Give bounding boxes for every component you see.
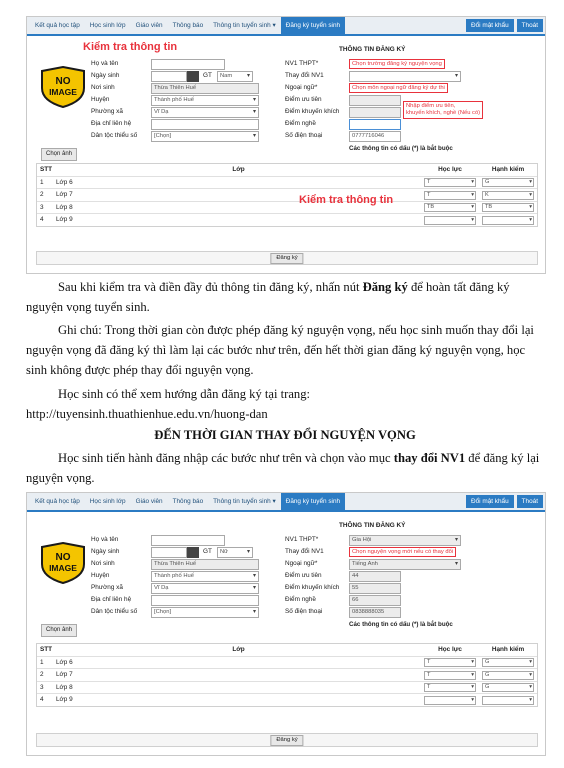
label-dan-toc: Dân tộc thiểu số — [91, 608, 138, 615]
nav-thong-bao[interactable]: Thông báo — [172, 22, 204, 29]
ward-select[interactable]: Vĩ Dạ ▾ — [151, 107, 259, 118]
hanh-kiem-select[interactable] — [482, 696, 534, 705]
table-row — [37, 213, 537, 226]
nav-hoc-sinh-lop[interactable]: Học sinh lớp — [89, 498, 126, 505]
hanh-kiem-select[interactable]: G ▾ — [482, 671, 534, 680]
hoc-luc-select[interactable] — [424, 216, 476, 225]
logout-button[interactable]: Thoát — [517, 19, 543, 32]
hanh-kiem-select[interactable] — [482, 216, 534, 225]
table-row — [37, 681, 537, 694]
nav-giao-vien[interactable]: Giáo viên — [135, 498, 163, 505]
calendar-icon[interactable] — [187, 71, 199, 82]
hanh-kiem-select[interactable]: G ▾ — [482, 178, 534, 187]
row-stt: 4 — [40, 216, 44, 224]
row-lop: Lớp 8 — [56, 683, 73, 691]
register-button[interactable]: Đăng ký — [270, 253, 303, 264]
hoc-luc-select[interactable]: T ▾ — [424, 178, 476, 187]
table-row — [37, 188, 537, 201]
label-ngoai-ngu: Ngoại ngữ* — [285, 560, 318, 567]
label-noi-sinh: Nơi sinh — [91, 560, 115, 567]
label-so-dien-thoai: Số điện thoại — [285, 608, 323, 615]
form-title: THÔNG TIN ĐĂNG KÝ — [339, 522, 406, 529]
nav-thong-tin-tuyen-sinh[interactable]: Thông tin tuyển sinh ▾ — [213, 498, 276, 505]
label-diem-nghe: Điểm nghề — [285, 120, 316, 127]
label-diem-uu-tien: Điểm ưu tiên — [285, 96, 322, 103]
label-diem-khuyen-khich: Điểm khuyến khích — [285, 584, 340, 591]
row-stt: 3 — [40, 203, 44, 211]
label-diem-uu-tien: Điểm ưu tiên — [285, 572, 322, 579]
label-diem-khuyen-khich: Điểm khuyến khích — [285, 108, 340, 115]
paragraph-note: Ghi chú: Trong thời gian còn được phép đăng ký nguyện vọng, nếu học sinh muốn thay đổi lại nguyện vọng đã đăng ký thì làm lại các bước như trên, đến hết thời gian đăng ký nguyện vọng, học sinh không được phép thay đổi nguyện vọng. — [26, 323, 534, 377]
table-header — [37, 164, 537, 176]
vocational-score-field[interactable] — [349, 119, 401, 130]
district-select[interactable]: Thành phố Huế ▾ — [151, 571, 259, 582]
photo-line1: NO — [55, 76, 71, 87]
label-ho-ten: Họ và tên — [91, 60, 119, 67]
row-lop: Lớp 9 — [56, 696, 73, 704]
annotation-enter-scores-line1: Nhập điểm ưu tiên, — [406, 103, 456, 109]
row-stt: 2 — [40, 671, 44, 679]
paragraph-submit — [26, 277, 544, 317]
guide-url[interactable]: http://tuyensinh.thuathienhue.edu.vn/huong-dan — [26, 407, 268, 421]
paragraph-change — [26, 448, 544, 488]
register-button[interactable]: Đăng ký — [270, 735, 303, 746]
header-lop: Lớp — [232, 646, 245, 654]
row-lop: Lớp 7 — [56, 671, 73, 679]
label-ho-ten: Họ và tên — [91, 536, 119, 543]
required-note: Các thông tin có dấu (*) là bắt buộc — [349, 145, 453, 152]
table-row — [37, 176, 537, 189]
grades-table — [36, 643, 538, 707]
photo-line2: IMAGE — [49, 563, 77, 573]
row-lop: Lớp 6 — [56, 178, 73, 186]
nav-ket-qua[interactable]: Kết quả học tập — [35, 22, 80, 29]
nav-thong-tin-tuyen-sinh[interactable]: Thông tin tuyển sinh ▾ — [213, 22, 276, 29]
vocational-score-field[interactable]: 66 — [349, 595, 401, 606]
label-diem-nghe: Điểm nghề — [285, 596, 316, 603]
row-lop: Lớp 7 — [56, 191, 73, 199]
photo-line1: NO — [55, 552, 71, 563]
no-image-badge-icon — [40, 66, 86, 108]
top-nav — [27, 493, 545, 512]
gender-select[interactable]: Nữ ▾ — [217, 547, 253, 558]
phone-input[interactable]: 0777716046 — [349, 131, 401, 142]
p1-text-a: Sau khi kiểm tra và điền đầy đủ thông tin đăng ký, nhấn nút — [58, 280, 363, 294]
label-nv1: NV1 THPT* — [285, 536, 319, 543]
dob-input[interactable] — [151, 71, 187, 82]
address-input[interactable] — [151, 595, 259, 606]
row-stt: 3 — [40, 683, 44, 691]
hoc-luc-select[interactable]: TB ▾ — [424, 203, 476, 212]
table-row — [37, 656, 537, 669]
district-select[interactable]: Thành phố Huế ▾ — [151, 95, 259, 106]
row-stt: 2 — [40, 191, 44, 199]
screenshot-change-form — [26, 492, 546, 756]
name-input[interactable] — [151, 59, 225, 70]
incentive-score-field[interactable] — [349, 107, 401, 118]
birthplace-field: Thừa Thiên Huế — [151, 559, 259, 570]
table-row — [37, 693, 537, 706]
annotation-check-info: Kiểm tra thông tin — [83, 41, 178, 53]
annotation-choose-school: Chọn trường đăng ký nguyện vọng — [349, 59, 445, 69]
hoc-luc-select[interactable]: T ▾ — [424, 683, 476, 692]
ethnic-select[interactable]: [Chọn] ▾ — [151, 607, 259, 618]
section-heading: ĐẾN THỜI GIAN THAY ĐỔI NGUYỆN VỌNG — [154, 428, 416, 442]
row-lop: Lớp 8 — [56, 203, 73, 211]
header-stt: STT — [40, 166, 53, 174]
label-huyen: Huyện — [91, 96, 110, 103]
gender-select[interactable]: Nam ▾ — [217, 71, 253, 82]
photo-line2: IMAGE — [49, 87, 77, 97]
label-dia-chi: Địa chỉ liên hệ — [91, 596, 132, 603]
calendar-icon[interactable] — [187, 547, 199, 558]
label-nv1: NV1 THPT* — [285, 60, 319, 67]
label-dia-chi: Địa chỉ liên hệ — [91, 120, 132, 127]
screenshot-register-form — [26, 16, 546, 274]
label-gt: GT — [203, 548, 212, 555]
hoc-luc-select[interactable]: T ▾ — [424, 191, 476, 200]
nv1-select[interactable]: Gia Hội ▾ — [349, 535, 461, 546]
hoc-luc-select[interactable] — [424, 696, 476, 705]
label-dan-toc: Dân tộc thiểu số — [91, 132, 138, 139]
table-header — [37, 644, 537, 656]
hanh-kiem-select[interactable]: TB ▾ — [482, 203, 534, 212]
label-ngay-sinh: Ngày sinh — [91, 548, 120, 555]
header-hanh-kiem: Hạnh kiểm — [491, 166, 525, 174]
table-row — [37, 201, 537, 214]
annotation-enter-scores-line2: khuyến khích, nghề (Nếu có) — [406, 110, 481, 116]
nav-hoc-sinh-lop[interactable]: Học sinh lớp — [89, 22, 126, 29]
hoc-luc-select[interactable]: T ▾ — [424, 658, 476, 667]
name-input[interactable] — [151, 535, 225, 546]
header-stt: STT — [40, 646, 53, 654]
submit-bar — [36, 251, 538, 265]
p4-text-a: Học sinh tiến hành đăng nhập các bước như trên và chọn vào mục — [58, 451, 394, 465]
ethnic-select[interactable]: [Chọn] ▾ — [151, 131, 259, 142]
label-phuong-xa: Phường xã — [91, 108, 123, 115]
nav-ket-qua[interactable]: Kết quả học tập — [35, 498, 80, 505]
hanh-kiem-select[interactable]: K ▾ — [482, 191, 534, 200]
p4-bold: thay đổi NV1 — [393, 451, 466, 465]
label-so-dien-thoai: Số điện thoại — [285, 132, 323, 139]
label-huyen: Huyện — [91, 572, 110, 579]
choose-photo-button[interactable]: Chọn ảnh — [41, 624, 77, 637]
table-row — [37, 668, 537, 681]
label-thay-doi-nv1: Thay đổi NV1 — [285, 548, 324, 555]
paragraph-guide: Học sinh có thể xem hướng dẫn đăng ký tại trang: — [58, 387, 311, 401]
annotation-check-table: Kiểm tra thông tin — [299, 194, 394, 206]
logout-button[interactable]: Thoát — [517, 495, 543, 508]
annotation-choose-language: Chọn môn ngoại ngữ đăng ký dự thi — [349, 83, 448, 93]
grades-table — [36, 163, 538, 227]
row-stt: 1 — [40, 658, 44, 666]
priority-score-field[interactable] — [349, 95, 401, 106]
top-nav — [27, 17, 545, 36]
row-stt: 1 — [40, 178, 44, 186]
hanh-kiem-select[interactable]: G ▾ — [482, 658, 534, 667]
header-lop: Lớp — [232, 166, 245, 174]
choose-photo-button[interactable]: Chọn ảnh — [41, 148, 77, 161]
ward-select[interactable]: Vĩ Dạ ▾ — [151, 583, 259, 594]
change-form — [27, 512, 545, 640]
submit-bar — [36, 733, 538, 747]
label-ngay-sinh: Ngày sinh — [91, 72, 120, 79]
annotation-choose-new-wish: Chọn nguyện vọng mới nếu có thay đổi — [349, 547, 456, 557]
header-hoc-luc: Học lực — [438, 646, 462, 654]
p4-text-b: để đăng ký lại nguyện vọng. — [26, 451, 540, 485]
change-password-button[interactable]: Đổi mật khẩu — [466, 495, 514, 508]
nav-thong-bao[interactable]: Thông báo — [172, 498, 204, 505]
nav-giao-vien[interactable]: Giáo viên — [135, 22, 163, 29]
label-thay-doi-nv1: Thay đổi NV1 — [285, 72, 324, 79]
label-phuong-xa: Phường xã — [91, 584, 123, 591]
phone-field[interactable]: 0838888035 — [349, 607, 401, 618]
p1-bold: Đăng ký — [362, 280, 408, 294]
dob-input[interactable] — [151, 547, 187, 558]
label-noi-sinh: Nơi sinh — [91, 84, 115, 91]
annotation-enter-scores — [403, 101, 483, 119]
nav-dang-ky-tuyen-sinh[interactable]: Đăng ký tuyển sinh — [281, 493, 345, 510]
row-stt: 4 — [40, 696, 44, 704]
incentive-score-field[interactable]: 55 — [349, 583, 401, 594]
label-gt: GT — [203, 72, 212, 79]
label-ngoai-ngu: Ngoại ngữ* — [285, 84, 318, 91]
no-image-badge-icon — [40, 542, 86, 584]
change-password-button[interactable]: Đổi mật khẩu — [466, 19, 514, 32]
birthplace-field: Thừa Thiên Huế — [151, 83, 259, 94]
form-title: THÔNG TIN ĐĂNG KÝ — [339, 46, 406, 53]
hanh-kiem-select[interactable]: G ▾ — [482, 683, 534, 692]
row-lop: Lớp 9 — [56, 216, 73, 224]
priority-score-field[interactable]: 44 — [349, 571, 401, 582]
nv1-change-select[interactable] — [349, 71, 461, 82]
required-note: Các thông tin có dấu (*) là bắt buộc — [349, 621, 453, 628]
row-lop: Lớp 6 — [56, 658, 73, 666]
p1-text-b: để hoàn tất đăng ký nguyện vọng tuyển sinh. — [26, 280, 510, 314]
hoc-luc-select[interactable]: T ▾ — [424, 671, 476, 680]
header-hoc-luc: Học lực — [438, 166, 462, 174]
address-input[interactable] — [151, 119, 259, 130]
language-select[interactable]: Tiếng Anh ▾ — [349, 559, 461, 570]
register-form — [27, 36, 545, 164]
nav-dang-ky-tuyen-sinh[interactable]: Đăng ký tuyển sinh — [281, 17, 345, 34]
header-hanh-kiem: Hạnh kiểm — [491, 646, 525, 654]
